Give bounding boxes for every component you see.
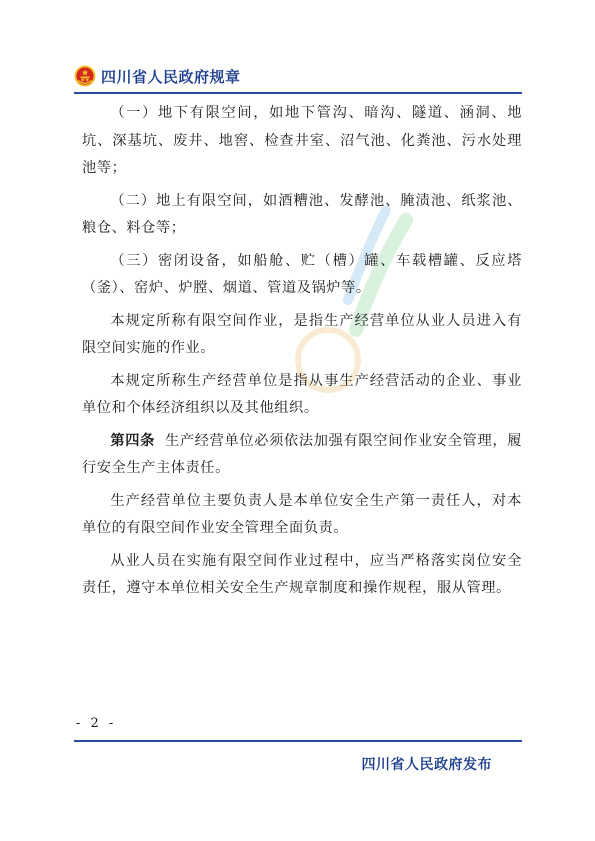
paragraph-principal-responsibility [82,488,522,543]
paragraph-text: （三）密闭设备，如船舱、贮（槽）罐、车载槽罐、反应塔（釜）、窑炉、炉膛、烟道、管道及锅炉等。 [82,252,522,296]
paragraph-text: 从业人员在实施有限空间作业过程中，应当严格落实岗位安全责任，遵守本单位相关安全生产规章制度和操作规程，服从管理。 [82,552,522,596]
paragraph-text: （二）地上有限空间，如酒糟池、发酵池、腌渍池、纸浆池、粮仓、料仓等； [82,192,522,236]
page-number: - 2 - [76,716,117,731]
header-divider [74,92,522,94]
article-number: 第四条 [110,432,156,449]
document-body [82,100,522,608]
paragraph-definition-operation [82,308,522,363]
paragraph-sealed-equipment [82,248,522,303]
national-emblem-icon [74,65,96,87]
paragraph-aboveground [82,188,522,243]
paragraph-text: （一）地下有限空间，如地下管沟、暗沟、隧道、涵洞、地坑、深基坑、废井、地窖、检查井室、沼气池、化粪池、污水处理池等； [82,105,522,176]
paragraph-text: 生产经营单位必须依法加强有限空间作业安全管理，履行安全生产主体责任。 [82,432,522,476]
footer-divider [74,740,522,742]
paragraph-article-four [82,428,522,483]
paragraph-definition-unit [82,368,522,423]
paragraph-underground [82,100,522,183]
paragraph-text: 本规定所称生产经营单位是指从事生产经营活动的企业、事业单位和个体经济组织以及其他组织。 [82,372,522,416]
paragraph-text: 生产经营单位主要负责人是本单位安全生产第一责任人，对本单位的有限空间作业安全管理全面负责。 [82,492,522,536]
header-title: 四川省人民政府规章 [101,67,241,86]
paragraph-text: 本规定所称有限空间作业，是指生产经营单位从业人员进入有限空间实施的作业。 [82,312,522,356]
paragraph-worker-responsibility [82,548,522,603]
footer-publisher: 四川省人民政府发布 [361,757,492,773]
page-header [74,62,241,90]
